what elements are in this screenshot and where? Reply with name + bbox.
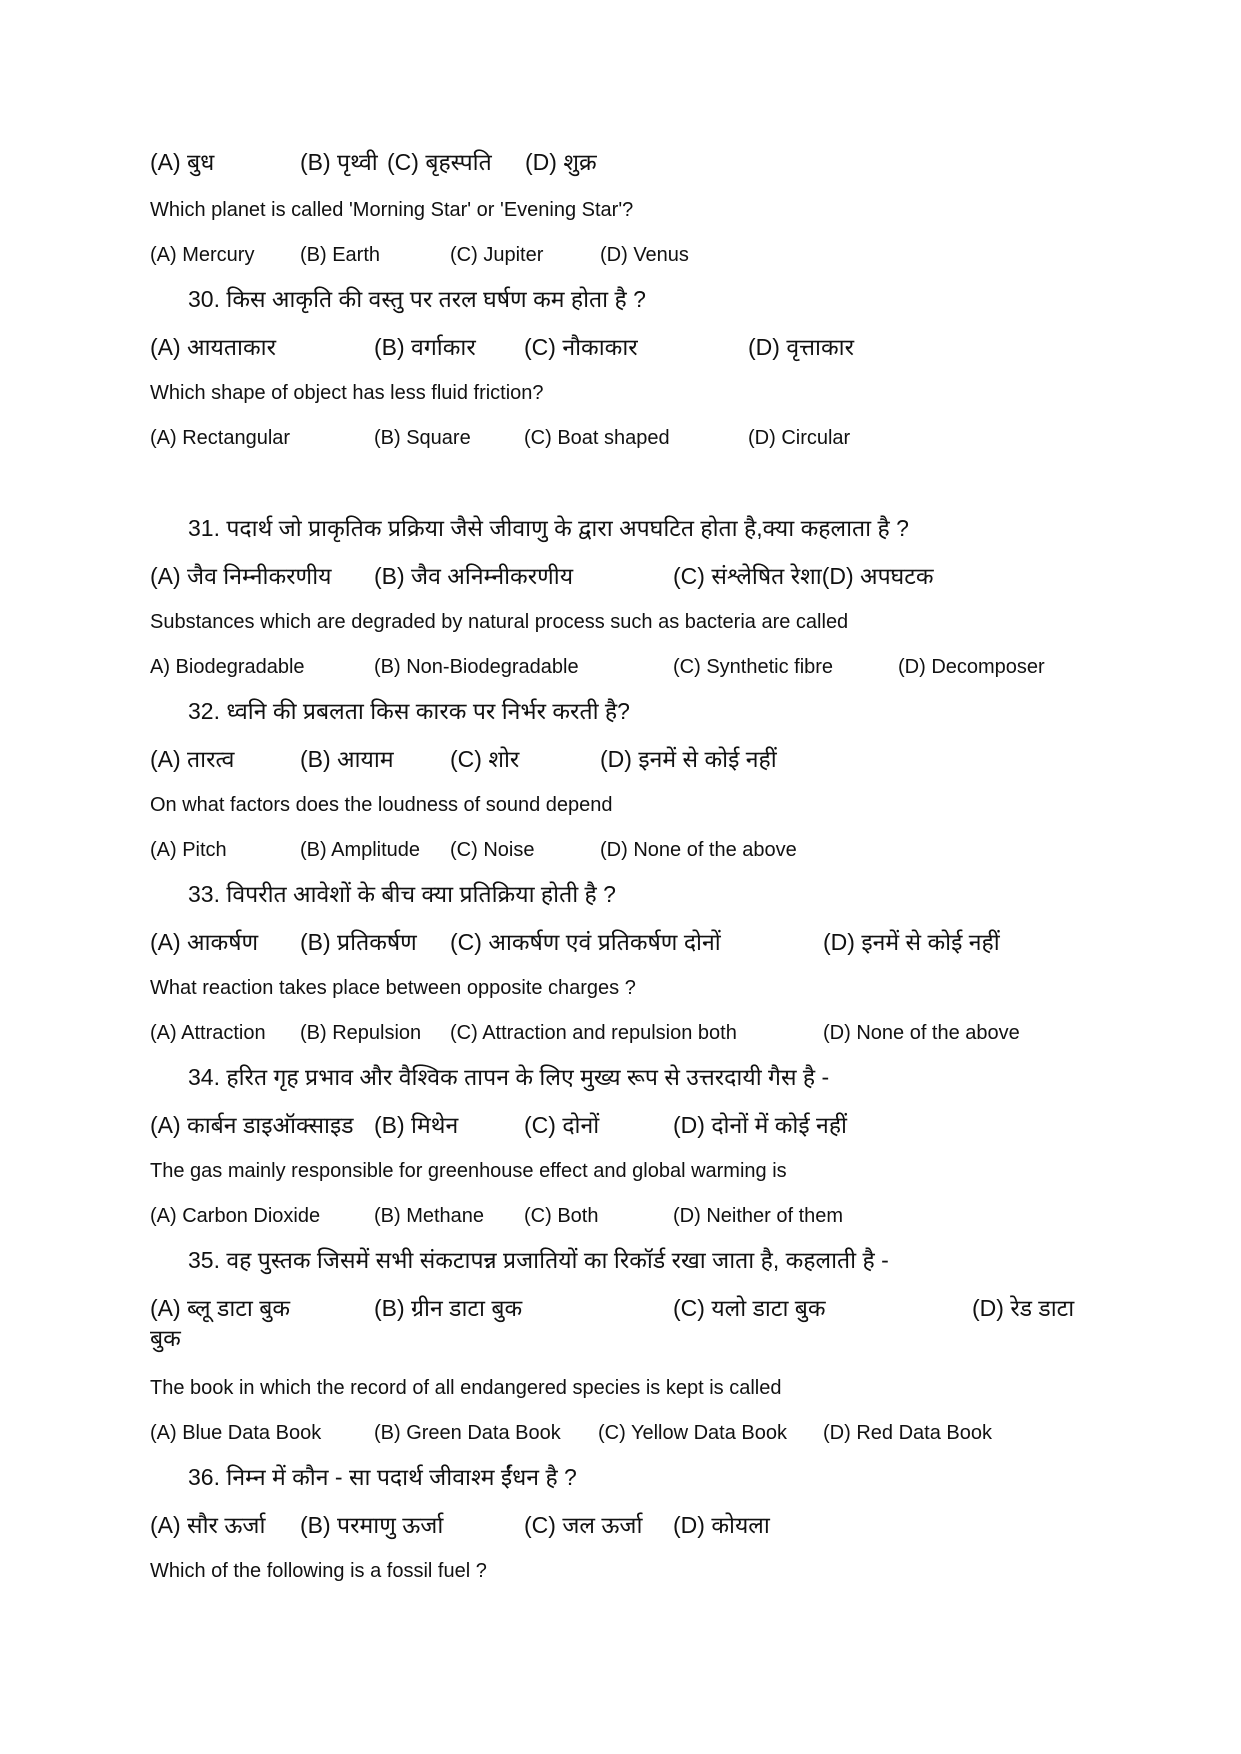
q36-hindi-option-a: (A) सौर ऊर्जा	[150, 1512, 266, 1538]
q35-hindi-question: 35. वह पुस्तक जिसमें सभी संकटापन्न प्रजातियों का रिकॉर्ड रखा जाता है, कहलाती है -	[188, 1247, 889, 1273]
q35-hindi-option-d-wrap: बुक	[150, 1325, 181, 1351]
q30-hindi-option-c: (C) नौकाकार	[524, 334, 638, 360]
q32-english-option-d: (D) None of the above	[600, 839, 797, 861]
q30-english-question: Which shape of object has less fluid friction?	[150, 382, 544, 404]
q34-hindi-question: 34. हरित गृह प्रभाव और वैश्विक तापन के लिए मुख्य रूप से उत्तरदायी गैस है -	[188, 1064, 830, 1090]
q33-hindi-option-c: (C) आकर्षण एवं प्रतिकर्षण दोनों	[450, 929, 721, 955]
q34-english-option-a: (A) Carbon Dioxide	[150, 1205, 321, 1227]
q32-english-question: On what factors does the loudness of sound depend	[150, 794, 613, 816]
q34-english-option-b: (B) Methane	[374, 1205, 485, 1227]
q32-hindi-option-b: (B) आयाम	[300, 746, 394, 772]
q31-hindi-question: 31. पदार्थ जो प्राकृतिक प्रक्रिया जैसे जीवाणु के द्वारा अपघटित होता है,क्या कहलाता है ?	[188, 515, 909, 541]
q30-hindi-option-a: (A) आयताकार	[150, 334, 276, 360]
q34-hindi-option-b: (B) मिथेन	[374, 1112, 459, 1138]
q36-hindi-option-b: (B) परमाणु ऊर्जा	[300, 1512, 444, 1538]
q35-english-option-d: (D) Red Data Book	[823, 1422, 992, 1444]
q36-english-question: Which of the following is a fossil fuel ?	[150, 1560, 487, 1582]
q33-hindi-option-d: (D) इनमें से कोई नहीं	[823, 929, 1000, 955]
q31-hindi-option-b: (B) जैव अनिम्नीकरणीय	[374, 563, 574, 589]
q29-english-option-c: (C) Jupiter	[450, 244, 544, 266]
q30-hindi-question: 30. किस आकृति की वस्तु पर तरल घर्षण कम होता है ?	[188, 286, 646, 312]
q34-english-option-c: (C) Both	[524, 1205, 599, 1227]
q34-english-option-d: (D) Neither of them	[673, 1205, 844, 1227]
q36-hindi-option-d: (D) कोयला	[673, 1512, 770, 1538]
q29-hindi-option-d: (D) शुक्र	[525, 149, 597, 175]
q31-english-option-c: (C) Synthetic fibre	[673, 656, 834, 678]
q35-english-question: The book in which the record of all endangered species is kept is called	[150, 1377, 782, 1399]
q32-english-option-b: (B) Amplitude	[300, 839, 421, 861]
q30-hindi-option-d: (D) वृत्ताकार	[748, 334, 854, 360]
q29-english-question: Which planet is called 'Morning Star' or 'Evening Star'?	[150, 199, 634, 221]
q29-english-option-b: (B) Earth	[300, 244, 381, 266]
q34-hindi-option-c: (C) दोनों	[524, 1112, 600, 1138]
q30-english-option-c: (C) Boat shaped	[524, 427, 670, 449]
q29-hindi-option-c: (C) बृहस्पति	[387, 149, 492, 175]
q30-english-option-d: (D) Circular	[748, 427, 851, 449]
q33-hindi-question: 33. विपरीत आवेशों के बीच क्या प्रतिक्रिया होती है ?	[188, 881, 616, 907]
q32-english-option-a: (A) Pitch	[150, 839, 227, 861]
q30-english-option-a: (A) Rectangular	[150, 427, 291, 449]
q33-english-option-c: (C) Attraction and repulsion both	[450, 1022, 737, 1044]
q31-english-option-d: (D) Decomposer	[898, 656, 1045, 678]
q35-hindi-option-b: (B) ग्रीन डाटा बुक	[374, 1295, 523, 1321]
q36-hindi-option-c: (C) जल ऊर्जा	[524, 1512, 643, 1538]
q35-hindi-option-a: (A) ब्लू डाटा बुक	[150, 1295, 291, 1321]
q29-hindi-option-a: (A) बुध	[150, 149, 215, 175]
q35-english-option-a: (A) Blue Data Book	[150, 1422, 322, 1444]
q33-english-option-b: (B) Repulsion	[300, 1022, 422, 1044]
q32-hindi-option-a: (A) तारत्व	[150, 746, 235, 772]
q34-hindi-option-d: (D) दोनों में कोई नहीं	[673, 1112, 847, 1138]
q29-english-option-a: (A) Mercury	[150, 244, 255, 266]
q33-english-option-a: (A) Attraction	[150, 1022, 266, 1044]
q30-hindi-option-b: (B) वर्गाकार	[374, 334, 476, 360]
q31-hindi-option-c: (C) संश्लेषित रेशा(D) अपघटक	[673, 563, 934, 589]
q34-hindi-option-a: (A) कार्बन डाइऑक्साइड	[150, 1112, 354, 1138]
q33-english-option-d: (D) None of the above	[823, 1022, 1020, 1044]
q35-hindi-option-d: (D) रेड डाटा	[972, 1295, 1075, 1321]
q32-hindi-option-d: (D) इनमें से कोई नहीं	[600, 746, 777, 772]
q35-hindi-option-c: (C) यलो डाटा बुक	[673, 1295, 826, 1321]
q32-hindi-question: 32. ध्वनि की प्रबलता किस कारक पर निर्भर करती है?	[188, 698, 630, 724]
q33-english-question: What reaction takes place between opposite charges ?	[150, 977, 636, 999]
q30-english-option-b: (B) Square	[374, 427, 471, 449]
q29-english-option-d: (D) Venus	[600, 244, 689, 266]
q35-english-option-b: (B) Green Data Book	[374, 1422, 561, 1444]
q34-english-question: The gas mainly responsible for greenhouse effect and global warming is	[150, 1160, 787, 1182]
q31-hindi-option-a: (A) जैव निम्नीकरणीय	[150, 563, 332, 589]
q33-hindi-option-a: (A) आकर्षण	[150, 929, 259, 955]
q35-english-option-c: (C) Yellow Data Book	[598, 1422, 787, 1444]
q31-english-option-a: A) Biodegradable	[150, 656, 305, 678]
q29-hindi-option-b: (B) पृथ्वी	[300, 149, 378, 175]
q32-hindi-option-c: (C) शोर	[450, 746, 520, 772]
q36-hindi-question: 36. निम्न में कौन - सा पदार्थ जीवाश्म ईंधन है ?	[188, 1464, 577, 1490]
q31-english-option-b: (B) Non-Biodegradable	[374, 656, 579, 678]
q33-hindi-option-b: (B) प्रतिकर्षण	[300, 929, 417, 955]
q32-english-option-c: (C) Noise	[450, 839, 535, 861]
q31-english-question: Substances which are degraded by natural process such as bacteria are called	[150, 611, 849, 633]
